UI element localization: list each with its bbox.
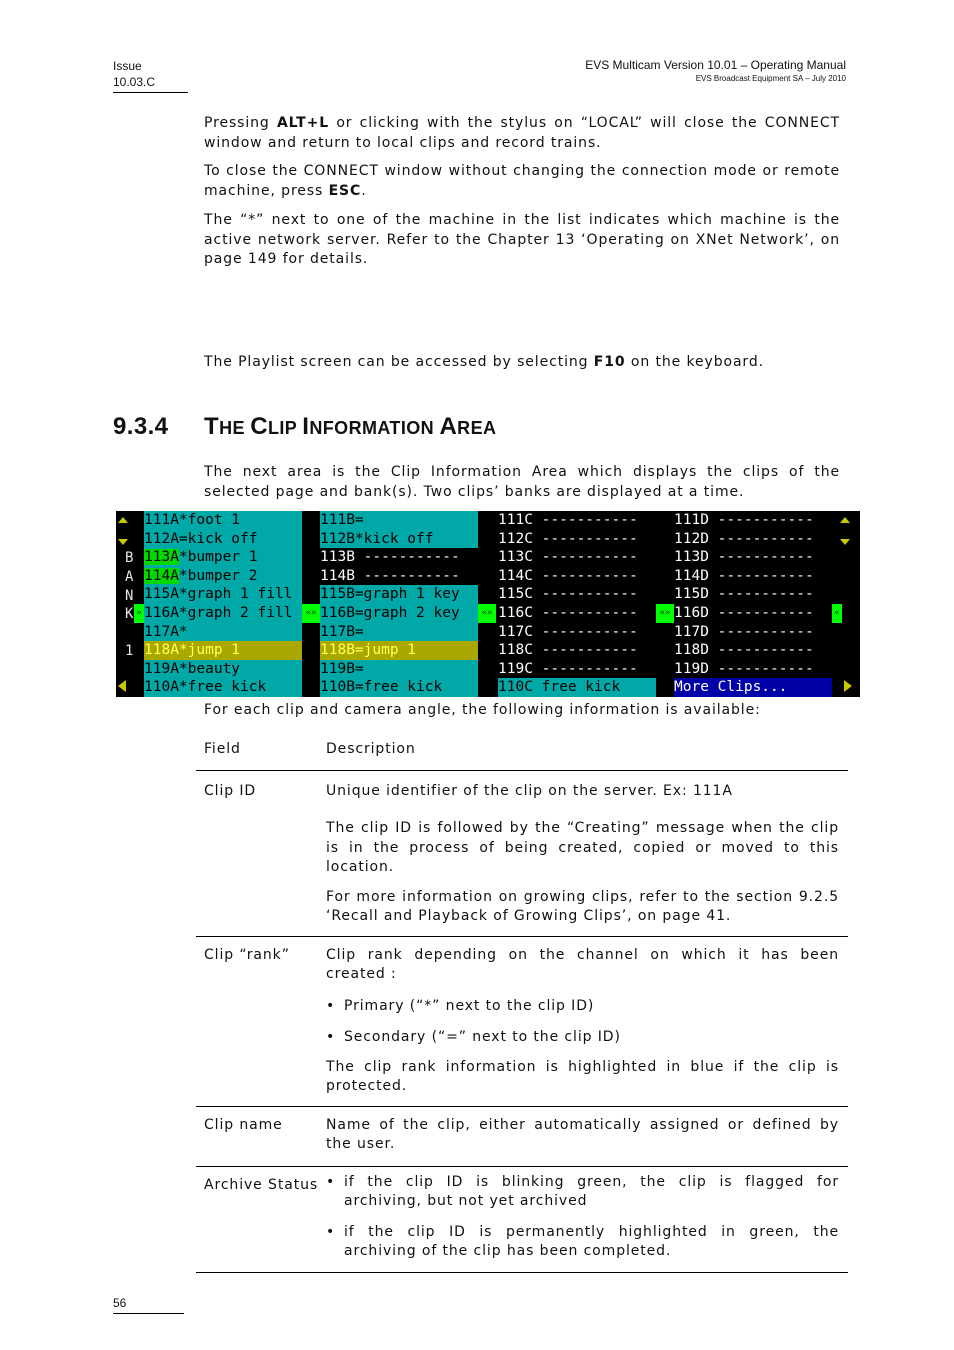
issue-number: 10.03.C [113, 75, 156, 89]
bank-letter: K [125, 606, 134, 622]
clip-cell: 117C ----------- [498, 623, 656, 642]
table-row [196, 936, 848, 1106]
clip-info-table [196, 735, 848, 1273]
clip-cell: 115D ----------- [674, 585, 832, 604]
link-marker: » [134, 604, 144, 623]
bullet-item: • Secondary (“=” next to the clip ID) [326, 1029, 621, 1045]
clip-cell: 111A*foot 1 [144, 511, 302, 530]
bank-letter: N [125, 588, 134, 604]
scroll-down-icon [840, 539, 850, 545]
field-cell: Clip “rank” [196, 936, 326, 1106]
paragraph-network-server: The “*” next to one of the machine in the list indicates which machine is the active network server. Refer to the Chapter 13 ‘Operating on XNet Network’, on page 149 for details. [204, 212, 840, 267]
description-cell: Name of the clip, either automatically assigned or defined by the user. [326, 1106, 848, 1166]
clip-cell: 116A*graph 2 fill [144, 604, 302, 623]
clip-cell: 114D ----------- [674, 567, 832, 586]
paragraph-playlist: The Playlist screen can be accessed by selecting F10 on the keyboard. [204, 354, 764, 370]
clip-cell: 117D ----------- [674, 623, 832, 642]
clip-cell: 116C ----------- [498, 604, 656, 623]
description-cell: Unique identifier of the clip on the server. Ex: 111A The clip ID is followed by the “Creating” message when the clip is in the process of being created, copied or moved to this location. For more information on growing clips, refer to the section 9.2.5 ‘Recall and Playback of Growing Clips’, on page 41. [326, 770, 848, 936]
clip-cell: 119C ----------- [498, 660, 656, 679]
key-f10: F10 [593, 354, 626, 370]
table-row [196, 1166, 848, 1272]
clip-cell: 113A*bumper 1 [144, 548, 302, 567]
page-number: 56 [113, 1296, 184, 1314]
page-left-icon [118, 680, 126, 692]
section-number: 9.3.4 [113, 413, 169, 440]
field-cell: Clip name [196, 1106, 326, 1166]
clip-cell: 110B=free kick [320, 678, 478, 697]
clip-column-b [320, 511, 478, 697]
manual-title: EVS Multicam Version 10.01 – Operating Manual [585, 58, 846, 72]
clip-cell: 112B*kick off [320, 530, 478, 549]
issue-label: Issue [113, 59, 142, 73]
field-cell: Clip ID [196, 770, 326, 936]
clip-cell: 119B= [320, 660, 478, 679]
page-right-icon [844, 680, 852, 692]
archived-clip-id: 114A [144, 567, 179, 584]
manual-subtitle: EVS Broadcast Equipment SA – July 2010 [695, 74, 846, 83]
clip-cell: 110C free kick [498, 678, 656, 697]
clip-cell: 114A*bumper 2 [144, 567, 302, 586]
clip-cell: 113D ----------- [674, 548, 832, 567]
section-intro: The next area is the Clip Information Area which displays the clips of the selected page and bank(s). Two clips’ banks are displayed at a time. [204, 464, 840, 500]
available-info-intro: For each clip and camera angle, the following information is available: [204, 702, 761, 718]
clip-cell: 111D ----------- [674, 511, 832, 530]
clip-cell: 113B ----------- [320, 548, 478, 567]
link-marker: «» [478, 604, 496, 623]
clip-cell: 117A* [144, 623, 302, 642]
clip-cell: 110A*free kick [144, 678, 302, 697]
clip-cell: 114B ----------- [320, 567, 478, 586]
table-row [196, 770, 848, 936]
clip-information-screenshot [116, 511, 860, 697]
description-cell: Clip rank depending on the channel on which it has been created : • Primary (“*” next to the clip ID) • Secondary (“=” next to the clip ID) The clip rank information is highlighted in blue if the clip is protected. [326, 936, 848, 1106]
clip-cell: 112A=kick off [144, 530, 302, 549]
bank-number: 1 [125, 643, 134, 659]
bullet-item: • if the clip ID is blinking green, the clip is flagged for archiving, but not yet archived [326, 1173, 839, 1209]
paragraph-alt-l: Pressing ALT+L or clicking with the stylus on “LOCAL” will close the CONNECT window and return to local clips and record trains. [204, 115, 841, 151]
manual-title-block [585, 58, 846, 84]
scroll-down-icon [118, 539, 128, 545]
link-marker: « [832, 604, 842, 623]
bullet-item: • Primary (“*” next to the clip ID) [326, 997, 595, 1014]
clip-column-d [674, 511, 832, 697]
bullet-item: • if the clip ID is permanently highlighted in green, the archiving of the clip has been completed. [326, 1223, 839, 1259]
header-description: Description [326, 735, 848, 770]
issue-block [113, 58, 188, 93]
clip-cell: 115B=graph 1 key [320, 585, 478, 604]
key-esc: ESC [328, 182, 362, 199]
clip-cell: 119D ----------- [674, 660, 832, 679]
clip-cell: 111C ----------- [498, 511, 656, 530]
clip-cell: 112C ----------- [498, 530, 656, 549]
clip-cell: 119A*beauty [144, 660, 302, 679]
paragraph-esc: To close the CONNECT window without changing the connection mode or remote machine, press ESC. [204, 163, 840, 199]
description-cell [326, 1166, 848, 1272]
link-marker: «» [656, 604, 674, 623]
table-row [196, 1106, 848, 1166]
link-marker: «» [302, 604, 320, 623]
bank-letter: B [125, 550, 134, 566]
archived-clip-id: 113A [144, 549, 179, 566]
section-heading: 9.3.4 THE CLIP INFORMATION AREA [113, 413, 497, 440]
clip-cell: 118C ----------- [498, 641, 656, 660]
scroll-up-icon [840, 517, 850, 523]
clip-cell: 116B=graph 2 key [320, 604, 478, 623]
more-clips-button: More Clips... [674, 678, 832, 697]
clip-column-a [144, 511, 302, 697]
clip-column-c [498, 511, 656, 697]
clip-cell: 115C ----------- [498, 585, 656, 604]
clip-cell: 116D ----------- [674, 604, 832, 623]
table-header-row [196, 735, 848, 770]
key-alt-l: ALT+L [276, 115, 330, 131]
clip-cell: 118D ----------- [674, 641, 832, 660]
right-bank-indicator [832, 511, 860, 697]
selected-clip-cell: 118A*jump 1 [144, 641, 302, 660]
bank-letter: A [125, 569, 134, 585]
clip-cell: 112D ----------- [674, 530, 832, 549]
clip-cell: 114C ----------- [498, 567, 656, 586]
selected-clip-cell: 118B=jump 1 [320, 641, 478, 660]
clip-cell: 113C ----------- [498, 548, 656, 567]
clip-cell: 117B= [320, 623, 478, 642]
header-field: Field [196, 735, 326, 770]
scroll-up-icon [118, 517, 128, 523]
field-cell: Archive Status [196, 1166, 326, 1272]
clip-cell: 115A*graph 1 fill [144, 585, 302, 604]
clip-cell: 111B= [320, 511, 478, 530]
